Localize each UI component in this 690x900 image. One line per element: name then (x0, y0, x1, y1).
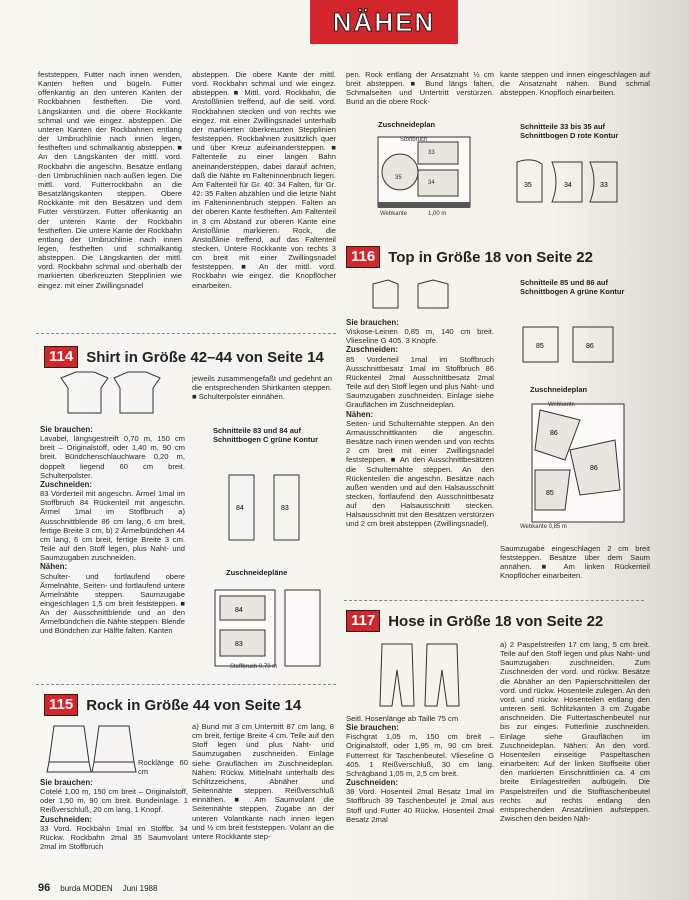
svg-text:83: 83 (235, 641, 243, 648)
cutting-plan-title: Zuschneideplan (530, 385, 588, 394)
svg-text:34: 34 (564, 182, 572, 189)
width-label: 1,00 m (428, 211, 447, 217)
piece-label: 35 (395, 175, 402, 181)
skirt-length: Rocklänge 60 cm (138, 758, 188, 777)
svg-text:86: 86 (590, 465, 598, 472)
section-114-text: Sie brauchen: Lavabel, längsgestreift 0,70 m, 150 cm breit – Originalstoff, oder 1,40 m, 90 cm breit. Bündchenschlauchware 0,20 m, doppelt liegend 60 cm breit. Schulterpolster. Zuschneiden: 83 Vorderteil mit angeschn. Ärmel 1mal im Stoffbruch 84 Rückenteil mit angeschn. Ärmel 1mal im Stoffbruch a) Ausschnittblende 86 cm lang, 6 cm breit, fertige Breite 3 cm, b) 2 Ärmelbündchen 44 cm lang, 6 cm breit, fertige Breite 3 cm. Teile auf den Stoff legen, plus Naht- und Saumzugaben zuschneiden. Nähen: Schulter- und fortlaufend obere Ärmelnähte, Seiten- und fortlaufend untere Ärmelnähte steppen. Saumzugabe eingeschlagen 1,5 cm breit feststeppen. ■ An der Ausschnittblende und an den Ärmelbündchen die Nähte steppen. Blende und Bündchen zur Hälfte falten. Kanten (40, 425, 185, 636)
issue-date: Juni 1988 (122, 884, 158, 893)
svg-text:35: 35 (524, 182, 532, 189)
cutting-plan-116 (520, 400, 630, 528)
svg-text:85: 85 (536, 343, 544, 350)
top-sketch (368, 276, 468, 312)
svg-text:83: 83 (281, 505, 289, 512)
text-column-2: absteppen. Die obere Kante der mittl. vord. Rockbahn schmal und wie eingez. absteppen. ■ Mittl. vord. Rockbahn, die Anstoßlinien treffend, auf die seitl. vord. Rockbahnen stecken und von rechts wie eingez. mit einer Zwillingsnadel unterhalb der markierten überkreuzten Stepplinien feststeppen. Rockbahnen zusätzlich quer und über Kreuz aufeinandersteppen. ■ Faltenteile zu einer langen Bahn aneinandersteppen, dabei darauf achten, daß die Nähte im Falteninnenbruch liegen. Am Faltenteil für Gr. 40: 34 Falten, für Gr. 42: 35 Falten abzählen und die letzte Naht im Falteninnenbruch steppen. Falten an der oberen Kante festheften. Am Faltenteil in 3 cm Abstand zur oberen Kante eine Anstoßlinie markieren. Rock, die Anstoßlinie treffend, auf das Faltenteil stecken. Untere Rockkante von rechts 3 cm breit mit einer Zwillingsnadel feststeppen. ■ An der mittl. vord. Rockbahn wie eingez. die Knopflöcher einarbeiten. (192, 70, 336, 290)
section-116-note: Saumzugabe eingeschlagen 2 cm breit feststeppen. Besätze über dem Saum annähen. ■ Am linken Rückenteil Knopflöcher einarbeiten. (500, 544, 650, 581)
page-footer (38, 882, 157, 894)
svg-text:84: 84 (235, 607, 243, 614)
section-number: 114 (44, 346, 78, 368)
piece-label: 33 (428, 150, 435, 156)
skirt-sketch (44, 722, 144, 778)
page-number: 96 (38, 882, 51, 894)
pattern-pieces-33-35: Schnitteile 33 bis 35 auf Schnittbogen D rote Kontur (520, 122, 619, 140)
section-title: Hose in Größe 18 von Seite 22 (388, 612, 604, 630)
section-115-text-2: a) Bund mit 3 cm Untertritt 87 cm lang, 8 cm breit, fertige Breite 4 cm. Teile auf den Stoff legen und plus Naht- und Saumzugaben zuschneiden. Einlage siehe Grauflächen im Zuschneideplan. Nähen: Rückw. Mittelnaht unterhalb des Schlitzzeichens, Abnäher und Seitennähte steppen. Reißverschluß einnähen. ■ Am Saumvolant die Seitennähte steppen. Zugabe an der unteren Volantkante nach innen legen und ½ cm breit feststeppen. Volant an die untere Rockkante step- (192, 722, 334, 841)
divider (344, 600, 644, 601)
text-column-4: kante steppen und innen eingeschlagen auf die Ansatznaht nähen. Bund schmal absteppen. Knopfloch einarbeiten. (500, 70, 650, 98)
shirt-sketch (56, 368, 166, 418)
section-115-text: Sie brauchen: Cotelé 1,00 m, 150 cm breit – Originalstoff, oder 1,50 m, 90 cm breit. Bundeinlage. 1 Reißverschluß, 20 cm lang. 1 Knopf. Zuschneiden: 33 Vord. Rockbahn 1mal im Stoffbr. 34 Rückw. Rockbahn 2mal 35 Saumvolant 2mal im Stoffbruch (40, 778, 188, 852)
section-115 (44, 694, 301, 716)
section-header (310, 0, 458, 44)
header-title: NÄHEN (332, 6, 436, 37)
cutting-plan-title: Zuschneideplan (378, 120, 436, 129)
section-number: 115 (44, 694, 78, 716)
svg-text:86: 86 (550, 430, 558, 437)
section-114 (44, 346, 324, 368)
magazine-name: burda MODEN (60, 884, 113, 893)
section-title: Rock in Größe 44 von Seite 14 (86, 696, 302, 714)
divider (36, 684, 336, 685)
piece-label: 34 (428, 180, 435, 186)
text-column-1: feststeppen. Futter nach innen wenden, Kanten heften und bügeln. Futter offenkantig an den unteren Kanten der Rockbahnen festheften. Die vord. Längskanten und die obere Rockkante schmal und wie eingez. absteppen. Die unteren Kanten der Rockbahnen entlang der Umbruchlinie nach innen legen, festheften und schmalkantig absteppen. ■ An den Längskanten der mittl. vord. Rockbahn die angeschn. Besätze entlang den Umbruchlinien nach außen legen. Die mittl. vord. Futterrockbahn an die Besatzlängskanten steppen. Obere Rockkante mit den Besätzen und dem Futter verstürzen. Futter offenkantig an der unteren Kante der Rockbahn festheften. Die untere Kante der Rockbahn entlang der Umbruchlinie nach innen legen, festheften und schmalkantig absteppen. Die Längskanten der mittl. vord. Rockbahn schmal und oberhalb der markierten überkreuzten Stepplinien wie eingez. mit einer Zwillingsnadel (38, 70, 182, 290)
section-114-text-2: jeweils zusammengefaßt und gedehnt an die entsprechenden Shirtkanten steppen. ■ Schulterpolster einnähen. (192, 374, 332, 402)
section-117-text: Seitl. Hosenlänge ab Taille 75 cm Sie brauchen: Fischgrat 1,05 m, 150 cm breit – Originalstoff, oder 1,95 m, 90 cm breit. Futterrest für Taschenbeutel. Vlieseline G 405. 1 Reißverschluß, 30 cm lang. Schrägband 1,05 m, 2,5 cm breit. Zuschneiden: 38 Vord. Hosenteil 2mal Besatz 1mal im Stoffbruch 39 Taschenbeutel je 2mal aus Stoff und Futter 40 Rückw. Hosenteil 2mal Besatz 2mal (346, 714, 494, 824)
section-title: Top in Größe 18 von Seite 22 (388, 248, 593, 266)
section-title: Shirt in Größe 42–44 von Seite 14 (86, 348, 324, 366)
section-117-text-2: a) 2 Paspelstreifen 17 cm lang, 5 cm breit. Teile auf den Stoff legen und plus Naht- und Saumzugaben zuschneiden. Zum Zuschneiden der vord. und rückw. Besätze die Abnäher an den Papierschnitteilen der vord. und rückw. Hosenteile zulegen. An den vord. und rückw. Hosenteilen entlang den unteren seitl. Schlitzkanten 3 cm Zugabe anschneiden. Die Futtertaschenbeutel nur bis zur einges. Futterlinie zuschneiden. Einlage siehe Grauflächen im Zuschneideplan. Nähen: An den vord. Hosenteilen einseitige Paspeltaschen einarbeiten: Auf der linken Stoffseite über den markierten Einschnittlinien ca. 4 cm breite Einlagestreifen aufbügeln. Die Paspelstreifen und die Stofftaschenbeutel rechts auf rechts entlang den entsprechenden Ansatzlinien aufsteppen. Zwischen den beiden Näh- (500, 640, 650, 823)
cutting-plan-title: Zuschneidepläne (226, 568, 288, 577)
width-label: Webkante 0,85 m (520, 524, 567, 530)
svg-text:33: 33 (600, 182, 608, 189)
pattern-pieces-85-86: Schnitteile 85 und 86 auf Schnittbogen A grüne Kontur (520, 278, 625, 296)
width-label: Stoffbruch 0,70 m (230, 664, 278, 670)
selvage-label: Webkante (380, 211, 407, 217)
pieces-85-86-diagram (518, 322, 618, 372)
selvage-label: Webkante (548, 402, 575, 408)
pattern-pieces-83-84: Schnitteile 83 und 84 auf Schnittbogen C grüne Kontur (213, 426, 318, 444)
section-117 (346, 610, 603, 632)
fold-label: Stoffbruch (400, 137, 428, 143)
pattern-pieces-diagram (512, 152, 622, 212)
cutting-plan-114 (205, 582, 330, 672)
section-number: 116 (346, 246, 380, 268)
pieces-83-84-diagram (214, 470, 324, 550)
section-number: 117 (346, 610, 380, 632)
cutting-plan-diagram (368, 132, 478, 218)
divider (36, 333, 336, 334)
text-column-3: pen. Rock entlang der Ansatznaht ½ cm breit absteppen. ■ Bund längs falten, Schmalseiten und Untertritt verstürzen. Bund an die obere Rock- (346, 70, 494, 107)
trousers-sketch (372, 640, 472, 710)
svg-text:84: 84 (236, 505, 244, 512)
svg-text:86: 86 (586, 343, 594, 350)
svg-text:85: 85 (546, 490, 554, 497)
section-116 (346, 246, 593, 268)
section-116-text: Sie brauchen: Viskose-Leinen 0,85 m, 140 cm breit. Vlieseline G 405. 3 Knöpfe. Zuschneiden: 85 Vorderteil 1mal im Stoffbruch Ausschnittbesatz 1mal im Stoffbruch 86 Rückenteil 2mal Ausschnittbesatz 2mal Teile auf den Stoff legen und plus Naht- und Saumzugaben zuschneiden. Einlage siehe Grauflächen im Zuschneideplan. Nähen: Seiten- und Schulternähte steppen. An den Armausschnittkanten die angeschn. Besätze nach innen wenden und von rechts 2 cm breit mit einer Zwillingsnadel feststeppen. ■ An den Ausschnittbesätzen die Schulternähte steppen. An den Rückenteilen die angeschn. Besätze nach außen wenden und auf den Halsausschnitt stecken, fortlaufend den Ausschnittbesatz auf den Halsausschnitt stecken. Halsausschnitt mit den Besätzen verstürzen und 2 cm breit absteppen (Zwillingsnadel). (346, 318, 494, 529)
